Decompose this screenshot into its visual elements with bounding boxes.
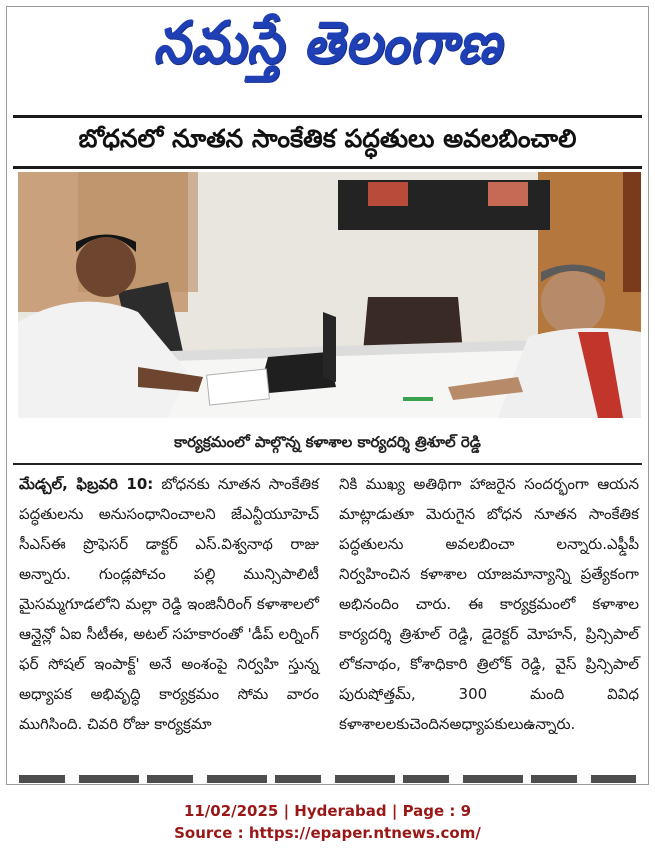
article-column-1	[19, 469, 319, 769]
article-body	[19, 469, 639, 769]
page-footer	[0, 800, 655, 844]
article-column-2	[339, 469, 639, 769]
masthead-title: నమస్తే తెలంగాణ	[153, 8, 502, 77]
photo-caption-text: కార్యక్రమంలో పాల్గొన్న కళాశాల కార్యదర్శి త్రిశూల్ రెడ్డి	[174, 433, 481, 451]
footer-source: Source : https://epaper.ntnews.com/	[174, 824, 481, 842]
dateline: మేడ్చల్, ఫిబ్రవరి 10:	[19, 475, 154, 493]
column-2-text: నికి ముఖ్య అతిథిగా హాజరైన సందర్భంగా ఆయన మాట్లాడుతూ మెరుగైన బోధన నూతన సాంకేతిక పద్ధతులను అవలబించా లన్నారు.ఎఫ్డీపీ నిర్వహించిన కళాశాల యాజమాన్యాన్ని ప్రత్యేకంగా అభినందిం చారు. ఈ కార్యక్రమంలో కళాశాల కార్యదర్శి త్రిశూల్ రెడ్డి, డైరెక్టర్ మోహన్, ప్రిన్సిపాల్ లోకనాథం, కోశాధికారి త్రిలోక్ రెడ్డి, వైస్ ప్రిన్సిపాల్ పురుషోత్తమ్, 300 మంది వివిధ కళాశాలలకుచెందినఅధ్యాపకులుఉన్నారు.	[339, 475, 639, 733]
column-1-text: బోధనకు నూతన సాంకేతిక పద్ధతులను అనుసంధానించాలని జేఎన్టీయూహెచ్ సీఎస్ఈ ప్రొఫెసర్ డాక్టర్ ఎస్.విశ్వనాథ రాజు అన్నారు. గుండ్లపోచం పల్లి మున్సిపాలిటీ మైసమ్మగూడలోని మల్లా రెడ్డి ఇంజినీరింగ్ కళాశాలలో ఆన్లైన్లో ఏఐ సీటీఈ, అటల్ సహకారంతో 'డీప్ లర్నింగ్ ఫర్ సోషల్ ఇంపాక్ట్' అనే అంశంపై నిర్వహి స్తున్న అధ్యాపక అభివృద్ధి కార్యక్రమం సోమ వారం ముగిసింది. చివరి రోజు కార్యక్రమా	[19, 475, 319, 733]
masthead	[7, 8, 648, 85]
article-headline: బోధనలో నూతన సాంకేతిక పద్ధతులు అవలబించాలి	[78, 124, 577, 153]
headline-bar	[13, 115, 642, 169]
photo-caption	[13, 425, 642, 465]
cut-off-next-headline	[19, 775, 636, 783]
footer-date-page: 11/02/2025 | Hyderabad | Page : 9	[183, 802, 472, 820]
article-photo	[18, 172, 641, 418]
newspaper-clipping	[6, 6, 649, 785]
